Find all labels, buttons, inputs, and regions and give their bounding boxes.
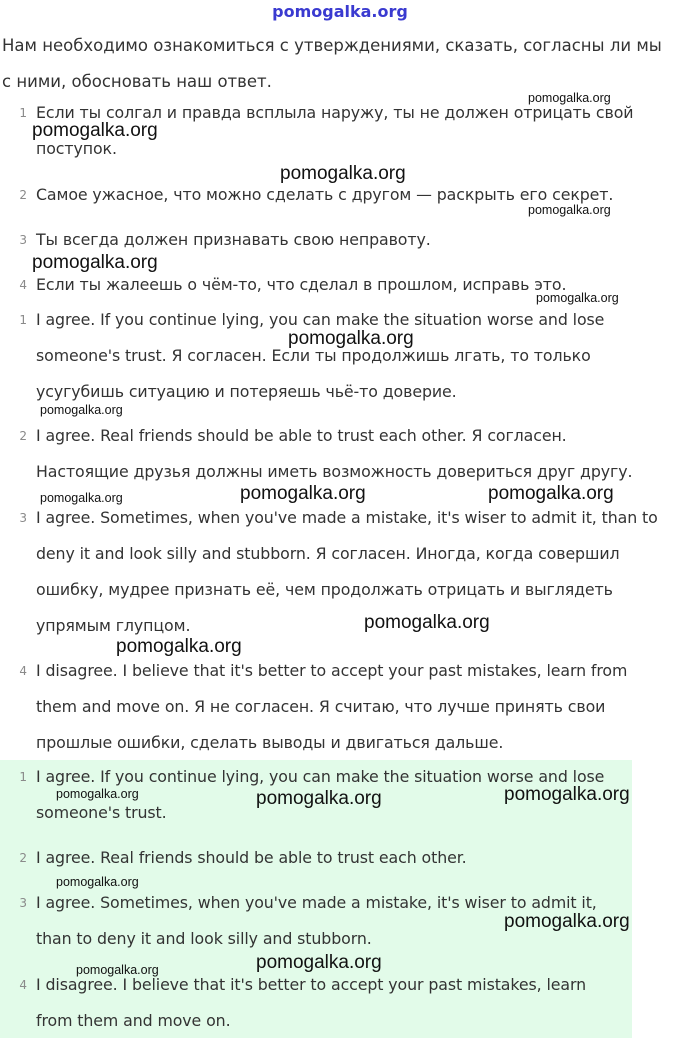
statement-line: Самое ужасное, что можно сделать с другом — раскрыть его секрет.	[36, 185, 614, 204]
answer-ru-line: усугубишь ситуацию и потеряешь чьё-то доверие.	[36, 382, 457, 401]
statement-line: поступок.	[36, 139, 117, 158]
watermark: pomogalka.org	[32, 252, 158, 273]
watermark: pomogalka.org	[40, 491, 123, 505]
watermark: pomogalka.org	[528, 91, 611, 105]
answer-en-number: 4	[19, 978, 27, 992]
watermark: pomogalka.org	[116, 636, 242, 657]
statement-number: 2	[19, 188, 27, 202]
answer-ru-line: I disagree. I believe that it's better to accept your past mistakes, learn from	[36, 661, 628, 680]
answer-ru-number: 4	[19, 664, 27, 678]
answer-ru-line: deny it and look silly and stubborn. Я согласен. Иногда, когда совершил	[36, 544, 620, 563]
answer-en-line: I disagree. I believe that it's better to accept your past mistakes, learn	[36, 975, 586, 994]
answer-en-line: someone's trust.	[36, 803, 167, 822]
answer-ru-number: 3	[19, 511, 27, 525]
watermark: pomogalka.org	[256, 952, 382, 973]
watermark: pomogalka.org	[504, 784, 630, 805]
answer-ru-line: ошибку, мудрее признать её, чем продолжать отрицать и выглядеть	[36, 580, 613, 599]
answer-en-line: than to deny it and look silly and stubborn.	[36, 929, 372, 948]
site-header-link[interactable]: pomogalka.org	[272, 2, 408, 21]
answer-ru-line: упрямым глупцом.	[36, 616, 191, 635]
answer-en-line: I agree. If you continue lying, you can make the situation worse and lose	[36, 767, 605, 786]
answer-en-line: I agree. Real friends should be able to trust each other.	[36, 848, 467, 867]
watermark: pomogalka.org	[56, 875, 139, 889]
answer-ru-line: I agree. Real friends should be able to trust each other. Я согласен.	[36, 426, 567, 445]
statement-line: Ты всегда должен признавать свою неправоту.	[36, 230, 431, 249]
answer-ru-line: Настоящие друзья должны иметь возможность довериться друг другу.	[36, 462, 633, 481]
intro-text: Нам необходимо ознакомиться с утверждениями, сказать, согласны ли мы с ними, обосновать наш ответ.	[2, 36, 662, 91]
answer-ru-line: them and move on. Я не согласен. Я считаю, что лучше принять свои	[36, 697, 606, 716]
answer-en-line: from them and move on.	[36, 1011, 231, 1030]
answer-en-number: 3	[19, 896, 27, 910]
answer-ru-line: прошлые ошибки, сделать выводы и двигаться дальше.	[36, 733, 504, 752]
statement-number: 4	[19, 278, 27, 292]
answer-ru-line: I agree. If you continue lying, you can make the situation worse and lose	[36, 310, 605, 329]
answer-ru-number: 2	[19, 429, 27, 443]
watermark: pomogalka.org	[240, 483, 366, 504]
watermark: pomogalka.org	[528, 203, 611, 217]
watermark: pomogalka.org	[536, 291, 619, 305]
statement-number: 3	[19, 233, 27, 247]
answer-en-number: 1	[19, 770, 27, 784]
watermark: pomogalka.org	[40, 403, 123, 417]
watermark: pomogalka.org	[504, 911, 630, 932]
watermark: pomogalka.org	[256, 788, 382, 809]
statement-line: Если ты солгал и правда всплыла наружу, ты не должен отрицать свой	[36, 103, 634, 122]
watermark: pomogalka.org	[288, 328, 414, 349]
statement-line: Если ты жалеешь о чём-то, что сделал в прошлом, исправь это.	[36, 275, 567, 294]
answer-ru-number: 1	[19, 313, 27, 327]
answer-ru-line: someone's trust. Я согласен. Если ты продолжишь лгать, то только	[36, 346, 591, 365]
watermark: pomogalka.org	[280, 163, 406, 184]
answer-ru-line: I agree. Sometimes, when you've made a mistake, it's wiser to admit it, than to	[36, 508, 658, 527]
watermark: pomogalka.org	[32, 120, 158, 141]
watermark: pomogalka.org	[364, 612, 490, 633]
watermark: pomogalka.org	[56, 787, 139, 801]
watermark: pomogalka.org	[76, 963, 159, 977]
watermark: pomogalka.org	[488, 483, 614, 504]
answer-en-number: 2	[19, 851, 27, 865]
statement-number: 1	[19, 106, 27, 120]
answer-en-line: I agree. Sometimes, when you've made a mistake, it's wiser to admit it,	[36, 893, 597, 912]
